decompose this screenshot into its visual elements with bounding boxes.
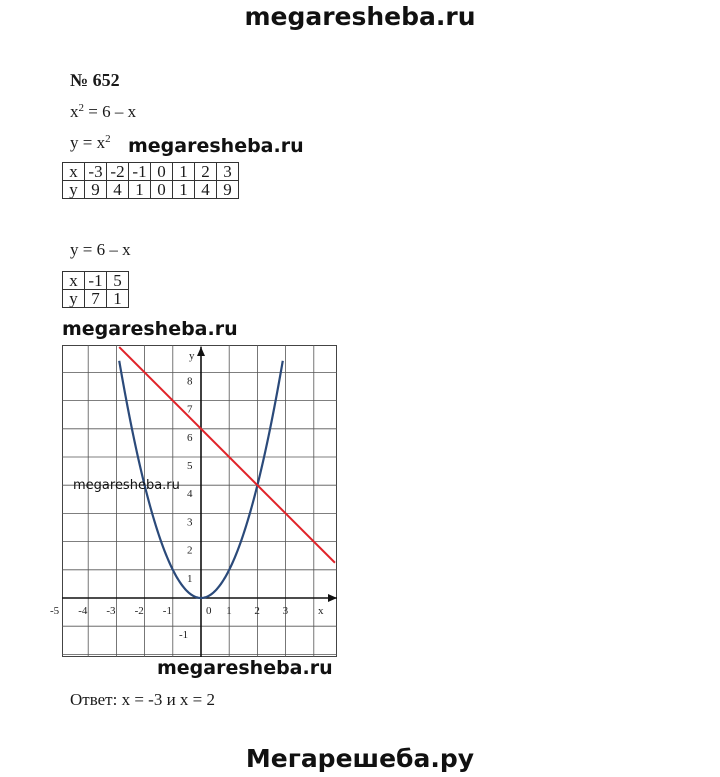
x-tick-label: 1 [226,605,232,617]
table-cell: 9 [85,181,107,199]
function-line-label: y = 6 – x [70,240,131,259]
y-tick-label: 6 [187,431,193,444]
x-tick-label: -2 [134,605,144,617]
table-cell: x [63,163,85,181]
function1-exponent: 2 [105,133,111,145]
watermark-bottom: Мегарешеба.ру [245,744,475,773]
function1-left: y = x [70,133,106,152]
table-row [63,272,129,290]
watermark-inline: megaresheba.ru [62,318,238,340]
x-tick-label: -4 [78,605,88,617]
table-cell: 3 [217,163,239,181]
function-parabola-label [70,133,111,153]
table-cell: 1 [107,290,129,308]
x-tick-label: 3 [282,605,289,617]
table-cell: y [63,181,85,199]
table-cell: 1 [129,181,151,199]
table-cell: 9 [217,181,239,199]
equation-left: x [70,102,79,121]
problem-number: № 652 [70,70,120,90]
table-cell: 2 [195,163,217,181]
y-tick-label: 4 [187,488,193,501]
grid [62,345,337,657]
table-cell: 1 [173,181,195,199]
x-axis-label: x [318,605,324,617]
watermark-inline: megaresheba.ru [73,478,180,493]
watermark-top: megaresheba.ru [244,2,476,31]
table-row [63,290,129,308]
answer: Ответ: x = -3 и x = 2 [70,690,216,709]
y-tick-label: 1 [187,572,193,585]
y-axis-arrow-icon [197,347,205,356]
x-tick-label: -3 [106,605,116,617]
y-tick-label: 2 [187,544,193,557]
values-table-line [62,271,129,308]
table-cell: -1 [129,163,151,181]
table-row [63,163,239,181]
table-cell: -2 [107,163,129,181]
table-cell: 4 [195,181,217,199]
y-axis-label: y [189,350,195,362]
table-cell: 4 [107,181,129,199]
line-curve [119,347,335,563]
y-tick-label: 3 [187,516,193,529]
function-graph [50,345,337,657]
table-cell: x [63,272,85,290]
table-cell: y [63,290,85,308]
tick-labels [50,375,289,641]
y-tick-label: 5 [187,460,193,472]
values-table-parabola [62,162,239,199]
equation [70,102,136,122]
table-cell: 1 [173,163,195,181]
x-tick-label: 0 [206,605,212,617]
table-cell: 5 [107,272,129,290]
x-tick-label: -5 [50,605,60,617]
watermark-inline: megaresheba.ru [157,657,333,679]
y-tick-label: -1 [179,629,189,642]
table-cell: 7 [85,290,107,308]
table-cell: 0 [151,163,173,181]
y-tick-label: 8 [187,375,193,388]
table-row [63,181,239,199]
watermark-inline: megaresheba.ru [128,135,304,157]
x-axis-arrow-icon [328,594,337,602]
equation-right: = 6 – x [84,102,137,121]
equation-exponent: 2 [78,102,84,114]
table-cell: -3 [85,163,107,181]
curves [119,347,335,598]
table-cell: -1 [85,272,107,290]
grid-border [63,346,337,657]
axes [62,347,337,657]
x-tick-label: -1 [162,605,172,617]
x-tick-label: 2 [254,605,260,617]
table-cell: 0 [151,181,173,199]
y-tick-label: 7 [187,403,193,416]
